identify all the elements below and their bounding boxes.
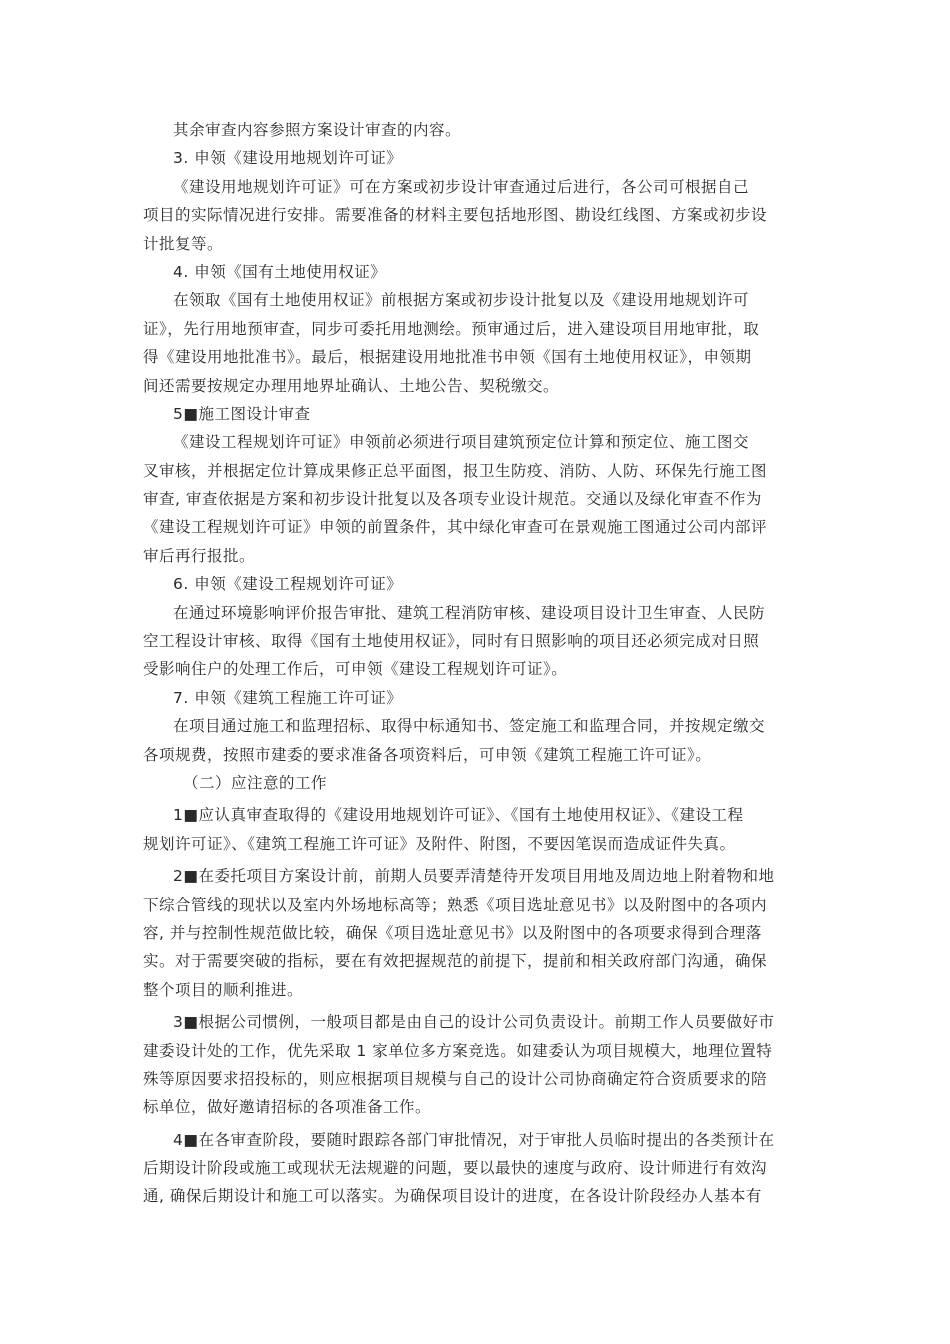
text-line: 整个项目的顺利推进。 [143, 980, 304, 999]
section-heading: 6. 申领《建设工程规划许可证》 [173, 575, 403, 594]
text-line: 计批复等。 [143, 234, 224, 253]
section-heading: 5■施工图设计审查 [173, 404, 311, 423]
text-line: 规划许可证》、《建筑工程施工许可证》及附件、附图，不要因笔误而造成证件失真。 [143, 834, 736, 853]
section-heading: 4. 申领《国有土地使用权证》 [173, 262, 387, 281]
text-line: 审后再行报批。 [143, 546, 256, 565]
section-heading: 3. 申领《建设用地规划许可证》 [173, 149, 403, 168]
text-line: 空工程设计审核、取得《国有土地使用权证》，同时有日照影响的项目还必须完成对日照 [143, 632, 760, 651]
text-line: 受影响住户的处理工作后，可申领《建设工程规划许可证》。 [143, 660, 568, 679]
text-line: 3■根据公司惯例，一般项目都是由自己的设计公司负责设计。前期工作人员要做好市 [173, 1013, 775, 1032]
section-heading: 7. 申领《建筑工程施工许可证》 [173, 688, 403, 707]
text-line: 项目的实际情况进行安排。需要准备的材料主要包括地形图、勘设红线图、方案或初步设 [143, 206, 768, 225]
text-line: 实。对于需要突破的指标，要在有效把握规范的前提下，提前和相关政府部门沟通，确保 [143, 952, 768, 971]
text-line: 1■应认真审查取得的《建设用地规划许可证》、《国有土地使用权证》、《建设工程 [173, 806, 744, 825]
text-line: 各项规费，按照市建委的要求准备各项资料后，可申领《建筑工程施工许可证》。 [143, 745, 712, 764]
text-line: 间还需要按规定办理用地界址确认、土地公告、契税缴交。 [143, 376, 560, 395]
text-line: 《建设用地规划许可证》可在方案或初步设计审查通过后进行，各公司可根据自己 [173, 177, 750, 196]
text-line: 后期设计阶段或施工或现状无法规避的问题，要以最快的速度与政府、设计师进行有效沟 [143, 1159, 768, 1178]
text-line: 4■在各审查阶段，要随时跟踪各部门审批情况，对于审批人员临时提出的各类预计在 [173, 1130, 775, 1149]
text-line: 叉审核，并根据定位计算成果修正总平面图，报卫生防疫、消防、人防、环保先行施工图 [143, 461, 768, 480]
text-line: 下综合管线的现状以及室内外场地标高等；熟悉《项目选址意见书》以及附图中的各项内 [143, 895, 768, 914]
text-line: 证》，先行用地预审查，同步可委托用地测绘。预审通过后，进入建设项目用地审批，取 [143, 319, 760, 338]
document-body [143, 116, 813, 1211]
text-line: 其余审查内容参照方案设计审查的内容。 [173, 121, 462, 139]
text-line: 审查, 审查依据是方案和初步设计批复以及各项专业设计规范。交通以及绿化审查不作为 [143, 490, 762, 509]
text-line: 标单位，做好邀请招标的各项准备工作。 [143, 1098, 432, 1117]
text-line: 在项目通过施工和监理招标、取得中标通知书、签定施工和监理合同，并按规定缴交 [173, 717, 766, 736]
text-line: 2■在委托项目方案设计前，前期人员要弄清楚待开发项目用地及周边地上附着物和地 [173, 867, 775, 886]
text-line: 通, 确保后期设计和施工可以落实。为确保项目设计的进度，在各设计阶段经办人基本有 [143, 1187, 762, 1206]
text-line: 在领取《国有土地使用权证》前根据方案或初步设计批复以及《建设用地规划许可 [173, 291, 750, 310]
text-line: 《建设工程规划许可证》申领前必须进行项目建筑预定位计算和预定位、施工图交 [173, 433, 750, 452]
text-line: 在通过环境影响评价报告审批、建筑工程消防审核、建设项目设计卫生审查、人民防 [173, 603, 766, 622]
text-line: 建委设计处的工作，优先采取 1 家单位多方案竞选。如建委认为项目规模大，地理位置特 [143, 1041, 773, 1060]
section-heading: （二）应注意的工作 [183, 773, 328, 792]
text-line: 得《建设用地批准书》。最后，根据建设用地批准书申领《国有土地使用权证》，申领期 [143, 348, 752, 367]
text-line: 《建设工程规划许可证》申领的前置条件，其中绿化审查可在景观施工图通过公司内部评 [143, 518, 768, 537]
text-line: 殊等原因要求招投标的，则应根据项目规模与自己的设计公司协商确定符合资质要求的陪 [143, 1069, 768, 1088]
text-line: 容, 并与控制性规范做比较，确保《项目选址意见书》以及附图中的各项要求得到合理落 [143, 923, 762, 942]
